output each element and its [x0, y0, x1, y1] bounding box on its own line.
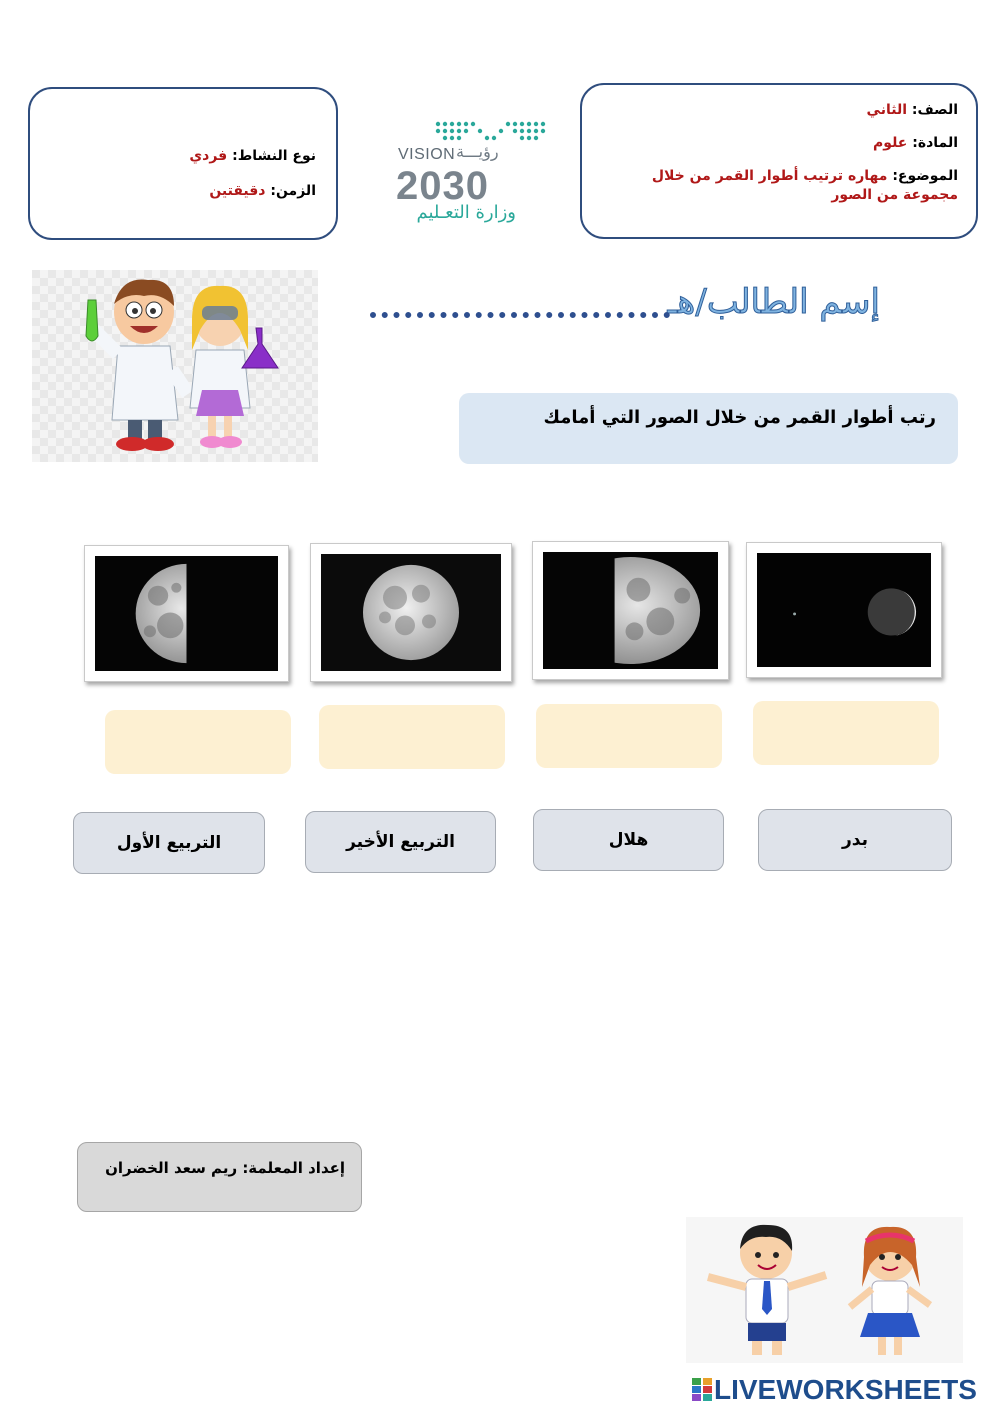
activity-label: نوع النشاط: — [232, 148, 316, 164]
teacher-credit: إعداد المعلمة: ريم سعد الخضران — [77, 1142, 362, 1212]
gibbous-moon-photo — [532, 541, 729, 680]
subject-value: علوم — [873, 134, 908, 151]
grade-label: الصف: — [911, 102, 958, 118]
full-moon-photo — [310, 543, 512, 682]
answer-full-moon-button[interactable]: بدر — [758, 809, 952, 871]
activity-row — [44, 147, 316, 166]
answer-drop-zone-1[interactable] — [105, 710, 291, 774]
topic-label: الموضوع: — [892, 167, 958, 184]
logo-year-text: 2030 — [396, 164, 489, 208]
liveworksheets-text: LIVEWORKSHEETS — [714, 1374, 977, 1405]
vision-2030-logo — [390, 112, 550, 224]
school-kids-image — [686, 1217, 963, 1363]
time-row — [44, 182, 316, 201]
subject-row — [596, 134, 958, 153]
crescent-moon-photo — [746, 542, 942, 678]
time-value: دقيقتين — [209, 182, 266, 199]
grade-row — [596, 101, 958, 120]
info-box-activity — [28, 87, 338, 240]
liveworksheets-logo — [692, 1374, 992, 1406]
student-name-label: إسم الطالب/هـ — [667, 282, 880, 322]
subject-label: المادة: — [912, 134, 958, 151]
topic-value: مهاره ترتيب أطوار القمر من خلال مجموعة من الصور — [651, 167, 958, 203]
activity-value: فردي — [189, 148, 228, 164]
logo-vision-text: VISION — [398, 146, 456, 163]
grade-value: الثاني — [866, 102, 907, 118]
answer-last-quarter-button[interactable]: التربيع الأخير — [305, 811, 496, 873]
student-name-dotted-line — [370, 312, 670, 318]
instruction-box: رتب أطوار القمر من خلال الصور التي أمامك — [459, 393, 958, 464]
info-box-subject — [580, 83, 978, 239]
answer-drop-zone-3[interactable] — [536, 704, 722, 768]
student-name-field[interactable] — [360, 282, 890, 332]
answer-drop-zone-2[interactable] — [319, 705, 505, 769]
first-quarter-moon-photo — [84, 545, 289, 682]
logo-ministry-text: وزارة التعـليم — [416, 202, 516, 223]
topic-row — [596, 167, 958, 205]
answer-first-quarter-button[interactable]: التربيع الأول — [73, 812, 265, 874]
liveworksheets-mark-icon — [692, 1378, 712, 1402]
answer-crescent-button[interactable]: هلال — [533, 809, 724, 871]
answer-drop-zone-4[interactable] — [753, 701, 939, 765]
scientist-kids-image — [32, 270, 318, 462]
time-label: الزمن: — [270, 182, 316, 199]
logo-ruya-text: رؤيـــة — [456, 142, 499, 161]
